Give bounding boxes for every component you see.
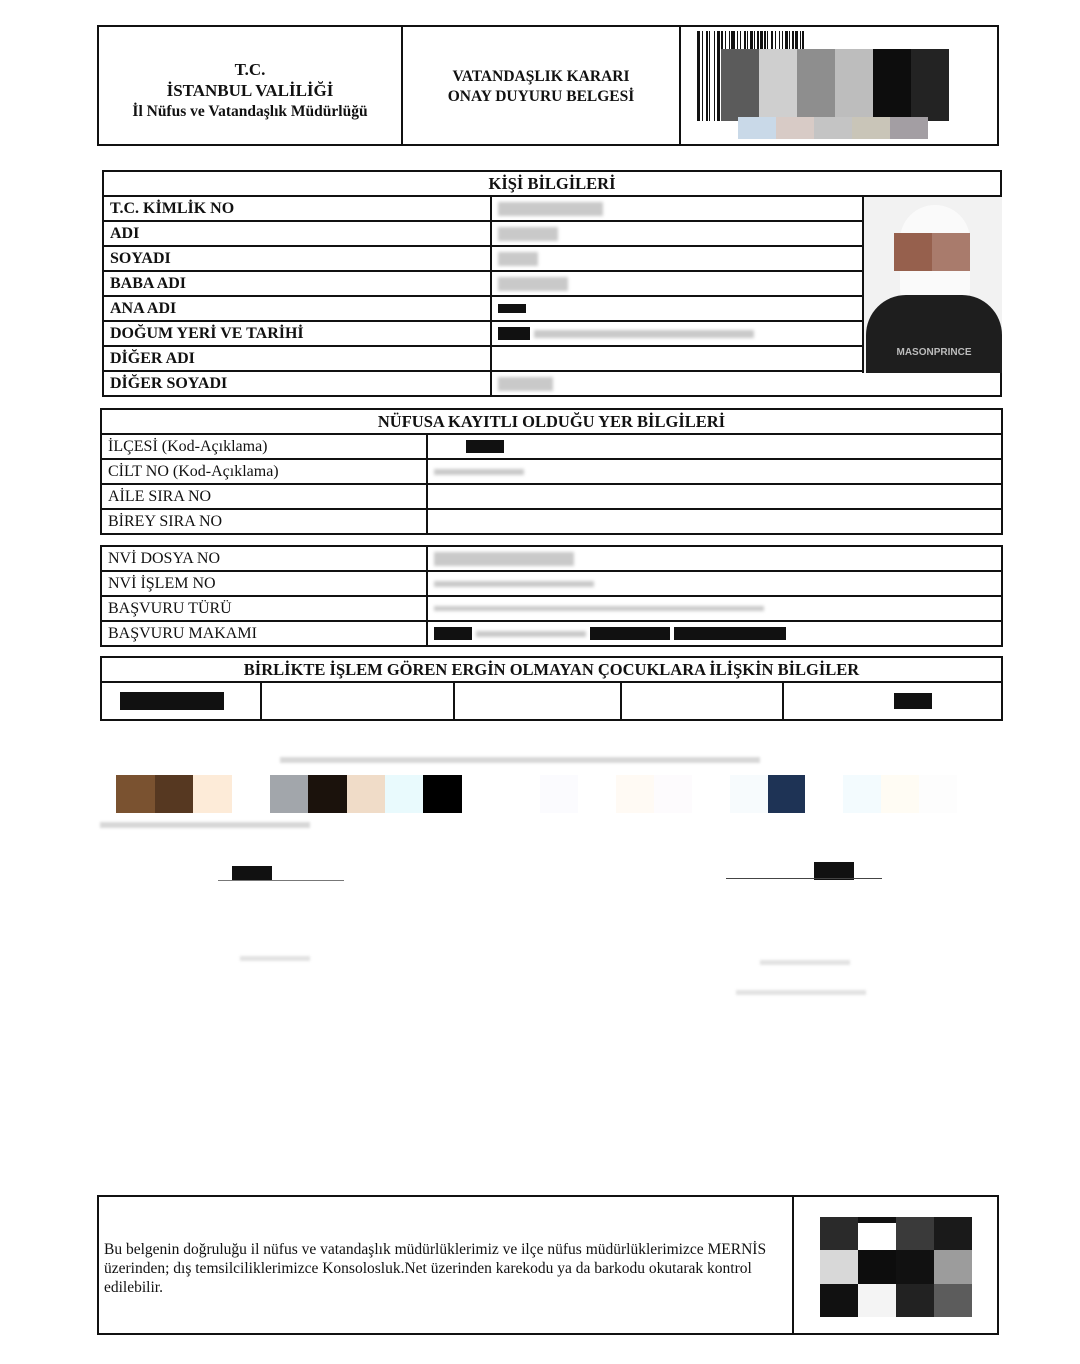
field-value-diger-soyadi (491, 371, 1001, 396)
field-label-tc-kimlik-no: T.C. KİMLİK NO (103, 196, 491, 221)
field-label-cilt-no: CİLT NO (Kod-Açıklama) (101, 459, 427, 484)
children-col-5 (783, 682, 1002, 720)
issuer-block (99, 27, 403, 144)
document-title-line-2: ONAY DUYURU BELGESİ (447, 88, 635, 105)
field-value-nvi-dosya-no (427, 546, 1002, 571)
field-value-basvuru-turu (427, 596, 1002, 621)
verification-text: Bu belgenin doğruluğu il nüfus ve vatandaşlık müdürlüklerimiz ve ilçe nüfus müdürlüklerimizce MERNİS üzerinden; dış temsilciliklerimizce Konsolosluk.Net üzerinden karekodu ya da barkodu okutarak kontrol edilebilir. (99, 1197, 794, 1333)
field-label-diger-soyadi: DİĞER SOYADI (103, 371, 491, 396)
barcode-pixelation (721, 49, 949, 121)
qr-code (820, 1217, 972, 1317)
field-value-ilcesi (427, 434, 1002, 459)
barcode-area (681, 27, 997, 144)
redacted-paragraph-line-2 (100, 822, 310, 828)
document-title-line-1: VATANDAŞLIK KARARI (452, 68, 630, 85)
redacted-paragraph-pixelation (116, 775, 957, 813)
barcode-pixelation-bottom (738, 117, 928, 139)
field-label-nvi-dosya-no: NVİ DOSYA NO (101, 546, 427, 571)
field-value-nvi-islem-no (427, 571, 1002, 596)
field-label-soyadi: SOYADI (103, 246, 491, 271)
redacted-paragraph-line-1 (280, 757, 760, 763)
children-info-table (100, 656, 1003, 721)
issuer-line-3: İl Nüfus ve Vatandaşlık Müdürlüğü (132, 103, 368, 120)
issuer-line-1: T.C. (234, 60, 266, 79)
field-label-aile-sira-no: AİLE SIRA NO (101, 484, 427, 509)
field-label-diger-adi: DİĞER ADI (103, 346, 491, 371)
field-value-aile-sira-no (427, 484, 1002, 509)
registry-info-table (100, 408, 1003, 535)
field-value-cilt-no (427, 459, 1002, 484)
field-label-birey-sira-no: BİREY SIRA NO (101, 509, 427, 534)
field-label-baba-adi: BABA ADI (103, 271, 491, 296)
field-label-ana-adi: ANA ADI (103, 296, 491, 321)
issuer-line-2: İSTANBUL VALİLİĞİ (166, 81, 334, 100)
right-signer-name-redacted (736, 990, 866, 995)
registry-info-title: NÜFUSA KAYITLI OLDUĞU YER BİLGİLERİ (101, 409, 1002, 434)
document-header (97, 25, 999, 146)
field-value-birey-sira-no (427, 509, 1002, 534)
children-col-4 (621, 682, 783, 720)
photo-shirt-text: MASONPRINCE (896, 347, 972, 358)
field-value-basvuru-makami (427, 621, 1002, 646)
signature-left (218, 864, 344, 882)
field-label-nvi-islem-no: NVİ İŞLEM NO (101, 571, 427, 596)
document-title (403, 27, 681, 144)
person-info-title: KİŞİ BİLGİLERİ (103, 171, 1001, 196)
field-label-adi: ADI (103, 221, 491, 246)
verification-footer (97, 1195, 999, 1335)
field-label-dogum-yeri-tarihi: DOĞUM YERİ VE TARİHİ (103, 321, 491, 346)
field-label-ilcesi: İLÇESİ (Kod-Açıklama) (101, 434, 427, 459)
right-signer-title-redacted (760, 960, 850, 965)
children-col-1 (101, 682, 261, 720)
application-info-table (100, 545, 1003, 647)
field-label-basvuru-makami: BAŞVURU MAKAMI (101, 621, 427, 646)
children-info-title: BİRLİKTE İŞLEM GÖREN ERGİN OLMAYAN ÇOCUKLARA İLİŞKİN BİLGİLER (101, 657, 1002, 682)
left-signer-title-redacted (240, 956, 310, 961)
signature-right (726, 860, 882, 882)
field-label-basvuru-turu: BAŞVURU TÜRÜ (101, 596, 427, 621)
qr-code-area (794, 1197, 997, 1333)
children-col-2 (261, 682, 454, 720)
children-col-3 (454, 682, 621, 720)
person-photo (862, 197, 1002, 373)
